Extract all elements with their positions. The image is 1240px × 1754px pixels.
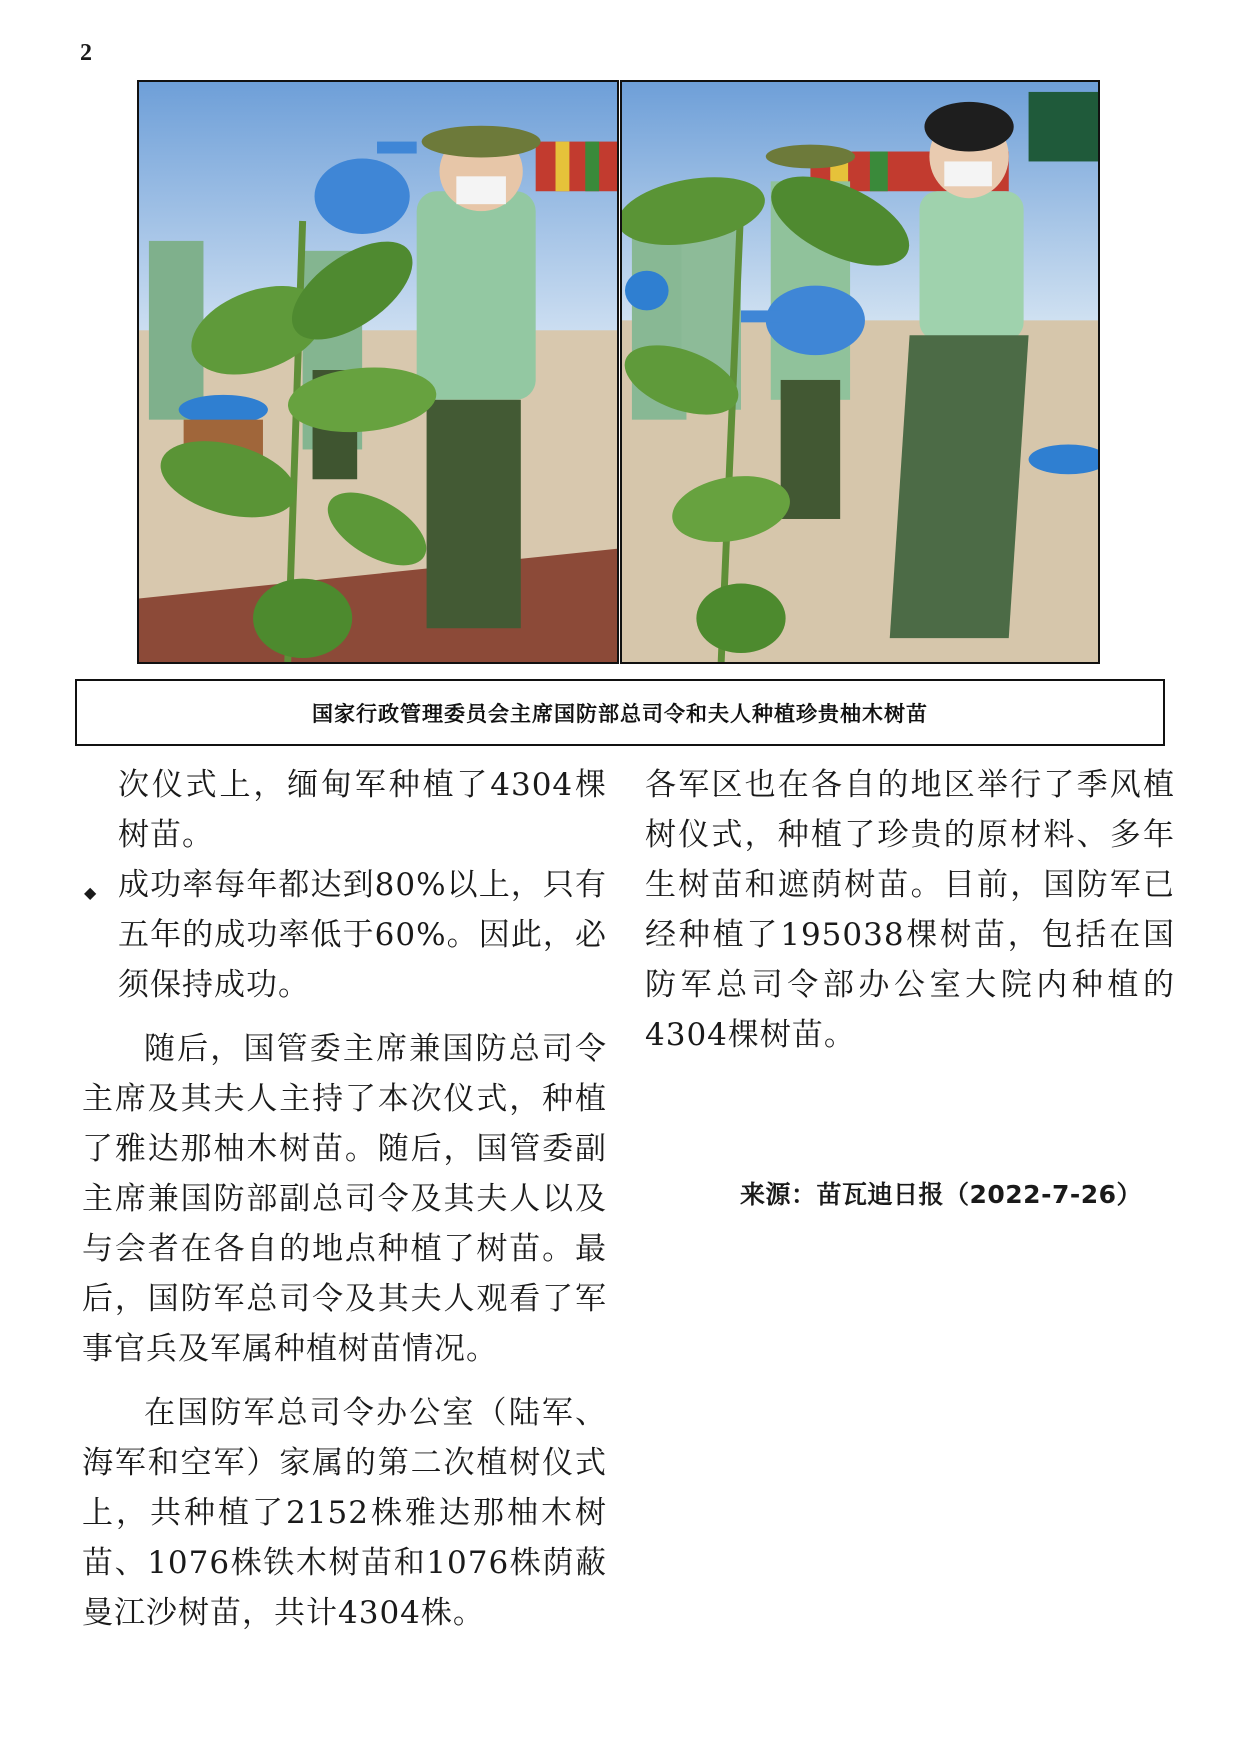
photo-caption-box — [75, 679, 1165, 746]
paragraph: 各军区也在各自的地区举行了季风植树仪式，种植了珍贵的原材料、多年生树苗和遮荫树苗。目前，国防军已经种植了195038棵树苗，包括在国防军总司令部办公室大院内种植的4304棵树苗。 — [645, 767, 1175, 1053]
paragraph: 随后，国管委主席兼国防总司令主席及其夫人主持了本次仪式，种植了雅达那柚木树苗。随后，国管委副主席兼国防部副总司令及其夫人以及与会者在各自的地点种植了树苗。最后，国防军总司令及其夫人观看了军事官兵及军属种植树苗情况。 — [82, 1031, 607, 1367]
page-number: 2 — [80, 40, 92, 66]
bullet-text: 成功率每年都达到80%以上，只有五年的成功率低于60%。因此，必须保持成功。 — [118, 867, 607, 1003]
photo-tree-planting-commander — [137, 80, 619, 664]
photo-caption: 国家行政管理委员会主席国防部总司令和夫人种植珍贵柚木树苗 — [312, 701, 928, 726]
bullet-item — [82, 860, 607, 1010]
paragraph: 次仪式上，缅甸军种植了4304棵树苗。 — [118, 767, 607, 853]
paragraph: 在国防军总司令办公室（陆军、海军和空军）家属的第二次植树仪式上，共种植了2152株雅达那柚木树苗、1076株铁木树苗和1076株荫蔽曼江沙树苗，共计4304株。 — [82, 1395, 607, 1631]
article-source: 来源：苗瓦迪日报（2022-7-26） — [740, 1180, 1143, 1209]
article-left-column — [82, 760, 607, 1638]
diamond-bullet-icon: ◆ — [84, 883, 98, 902]
photo-tree-planting-wife — [620, 80, 1100, 664]
article-right-column — [645, 760, 1175, 1060]
